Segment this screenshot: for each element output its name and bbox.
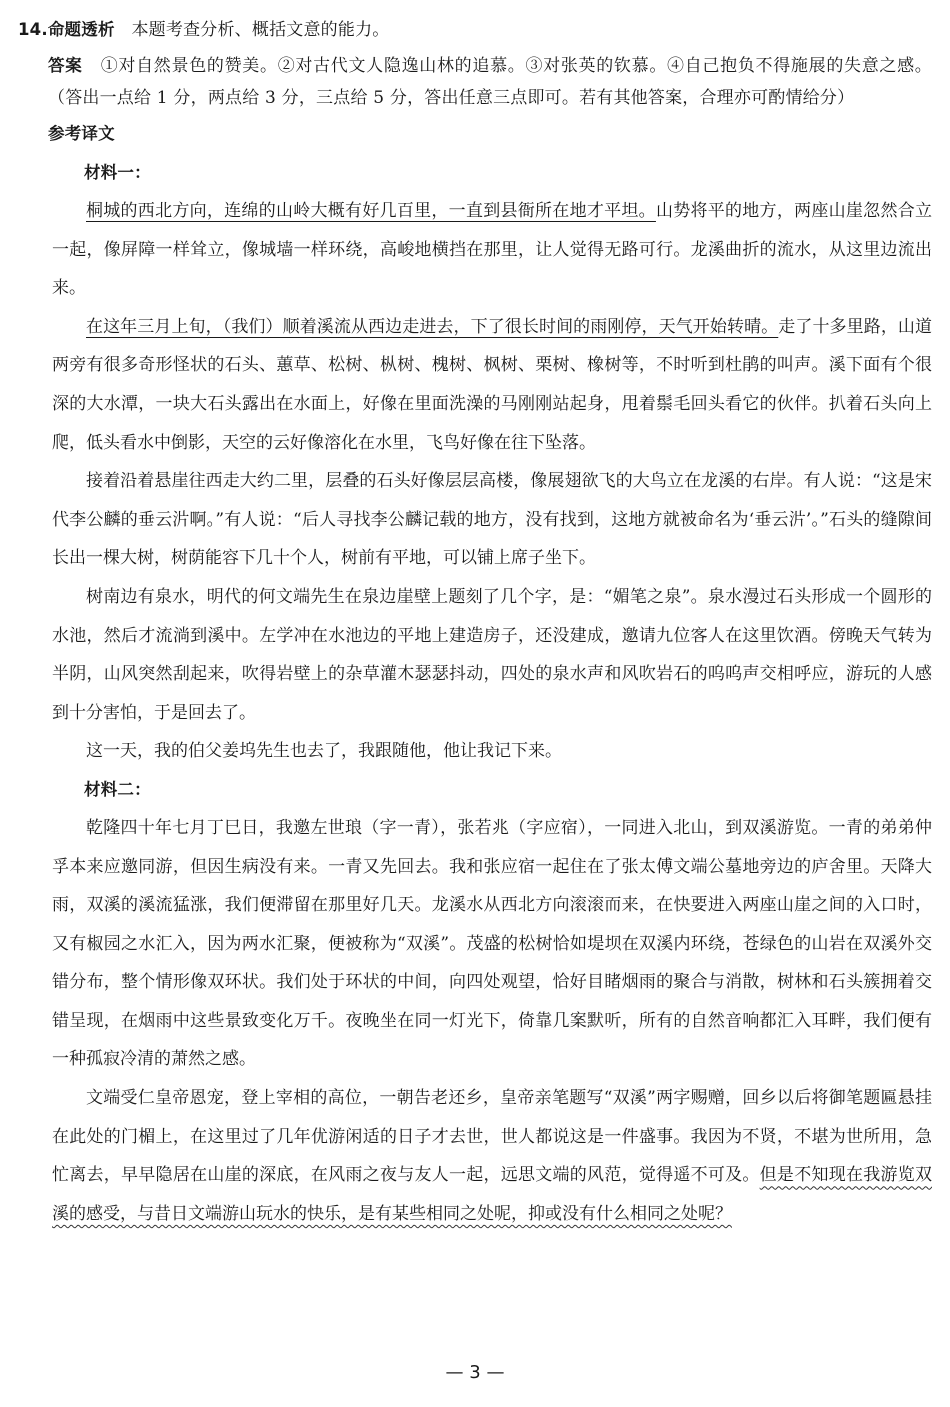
- wavy-underlined-sentence: 但是不知现在我游览双溪的感受，与昔日文端游山玩水的快乐，是有某些相同之处呢，抑或没有什么相同之处呢？: [52, 1165, 933, 1224]
- question-number: 14.: [18, 20, 48, 39]
- question-label: 命题透析: [47, 20, 115, 39]
- underlined-sentence: 在这年三月上旬，（我们）顺着溪流从西边走进去，下了很长时间的雨刚停，天气开始转晴。: [86, 316, 779, 337]
- material2-title: 材料二：: [84, 779, 151, 799]
- material2-paragraph-2: [18, 1079, 932, 1233]
- answer-block: [18, 50, 932, 114]
- question-header: [18, 14, 932, 46]
- question-text: 本题考查分析、概括文意的能力。: [131, 20, 390, 40]
- material1-paragraph-2: [18, 308, 932, 462]
- material1-paragraph-4: 树南边有泉水，明代的何文端先生在泉边崖壁上题刻了几个字，是：“媚笔之泉”。泉水漫过石头形成一个圆形的水池，然后才流淌到溪中。左学冲在水池边的平地上建造房子，还没建成，邀请九位客人在这里饮酒。傍晚天气转为半阴，山风突然刮起来，吹得岩壁上的杂草灌木瑟瑟抖动，四处的泉水声和风吹岩石的呜呜声交相呼应，游玩的人感到十分害怕，于是回去了。: [52, 586, 932, 723]
- material1-paragraph-3: 接着沿着悬崖往西走大约二里，层叠的石头好像层层高楼，像展翅欲飞的大鸟立在龙溪的右岸。有人说：“这是宋代李公麟的垂云沜啊。”有人说：“后人寻找李公麟记载的地方，没有找到，这地方就被命名为‘垂云沜’。”石头的缝隙间长出一棵大树，树荫能容下几十个人，树前有平地，可以铺上席子坐下。: [52, 471, 932, 569]
- material1-paragraph-1: [18, 192, 932, 308]
- translation-title: 参考译文: [48, 124, 115, 143]
- answer-text: ①对自然景色的赞美。②对古代文人隐逸山林的追慕。③对张英的钦慕。④自己抱负不得施展的失意之感。（答出一点给 1 分，两点给 3 分，三点给 5 分，答出任意三点即可。若有其他答案，合理亦可酌情给分）: [48, 56, 933, 108]
- material1-title: 材料一：: [84, 163, 151, 182]
- paragraph-text: 文端受仁皇帝恩宠，登上宰相的高位，一朝告老还乡，皇帝亲笔题写“双溪”两字赐赠，回乡以后将御笔题匾悬挂在此处的门楣上，在这里过了几年优游闲适的日子才去世，世人都说这是一件盛事。我因为不贤，不堪为世所用，急忙离去，早早隐居在山崖的深底，在风雨之夜与友人一起，远思文端的风范，觉得遥不可及。: [52, 1088, 932, 1186]
- paragraph-text: 山势将平的地方，两座山崖忽然合立一起，像屏障一样耸立，像城墙一样环绕，高峻地横挡在那里，让人觉得无路可行。龙溪曲折的流水，从这里边流出来。: [52, 201, 932, 299]
- page-number: — 3 —: [445, 1362, 505, 1383]
- document-page: [18, 14, 932, 1233]
- material2-paragraph-1: 乾隆四十年七月丁巳日，我邀左世琅（字一青），张若兆（字应宿），一同进入北山，到双溪游览。一青的弟弟仲孚本来应邀同游，但因生病没有来。一青又先回去。我和张应宿一起住在了张太傅文端公墓地旁边的庐舍里。天降大雨，双溪的溪流猛涨，我们便滞留在那里好几天。龙溪水从西北方向滚滚而来，在快要进入两座山崖之间的入口时，又有椒园之水汇入，因为两水汇聚，便被称为“双溪”。茂盛的松树恰如堤坝在双溪内环绕，苍绿色的山岩在双溪外交错分布，整个情形像双环状。我们处于环状的中间，向四处观望，恰好目睹烟雨的聚合与消散，树林和石头簇拥着交错呈现，在烟雨中这些景致变化万千。夜晚坐在同一灯光下，倚靠几案默听，所有的自然音响都汇入耳畔，我们便有一种孤寂冷清的萧然之感。: [52, 817, 932, 1070]
- underlined-sentence: 桐城的西北方向，连绵的山岭大概有好几百里，一直到县衙所在地才平坦。: [86, 201, 656, 221]
- paragraph-text: 走了十多里路，山道两旁有很多奇形怪状的石头、蕙草、松树、枞树、槐树、枫树、栗树、橡树等，不时听到杜鹃的叫声。溪下面有个很深的大水潭，一块大石头露出在水面上，好像在里面洗澡的马刚刚站起身，甩着鬃毛回头看它的伙伴。扒着石头向上爬，低头看水中倒影，天空的云好像溶化在水里，飞鸟好像在往下坠落。: [52, 316, 933, 453]
- answer-label: 答案: [48, 56, 83, 75]
- material1-paragraph-5: 这一天，我的伯父姜坞先生也去了，我跟随他，他让我记下来。: [86, 741, 562, 762]
